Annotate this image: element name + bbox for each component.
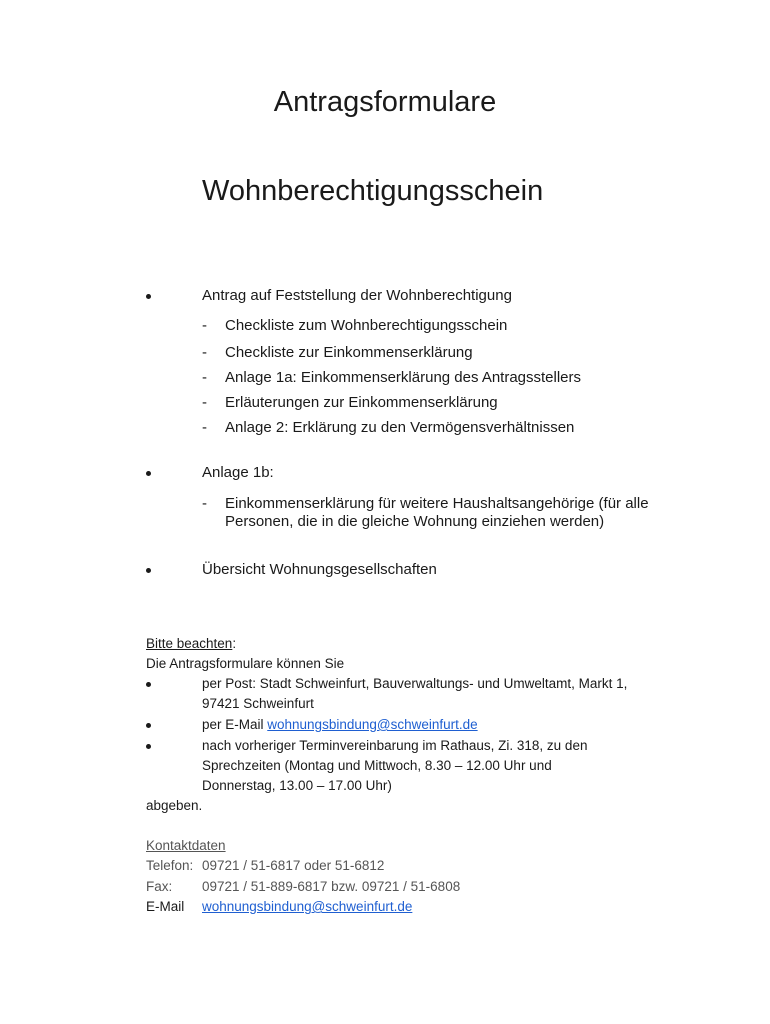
list-item[interactable]: Anlage 2: Erklärung zu den Vermögensverhältnissen (225, 419, 575, 436)
notice-heading (146, 634, 236, 654)
contact-phone-value: 09721 / 51-6817 oder 51-6812 (202, 858, 385, 873)
notice-appointment-line3: Donnerstag, 13.00 – 17.00 Uhr) (202, 778, 392, 793)
contact-fax-label: Fax: (146, 879, 173, 894)
list-item-continuation[interactable]: Personen, die in die gleiche Wohnung einziehen werden) (225, 513, 605, 530)
bullet-icon (146, 744, 151, 749)
notice-intro: Die Antragsformulare können Sie (146, 656, 345, 671)
notice-post-line1: per Post: Stadt Schweinfurt, Bauverwaltungs- und Umweltamt, Markt 1, (202, 676, 628, 691)
dash-marker: - (202, 317, 207, 334)
notice-email-line (202, 715, 478, 735)
section-label: Anlage 1b: (202, 464, 274, 481)
dash-marker: - (202, 495, 207, 512)
bullet-icon (146, 723, 151, 728)
dash-marker: - (202, 344, 207, 361)
page-subtitle: Wohnberechtigungsschein (202, 175, 544, 207)
notice-heading-text: Bitte beachten (146, 636, 233, 651)
list-item[interactable]: Anlage 1a: Einkommenserklärung des Antragsstellers (225, 369, 582, 386)
bullet-icon (146, 568, 151, 573)
dash-marker: - (202, 419, 207, 436)
list-item[interactable]: Einkommenserklärung für weitere Haushaltsangehörige (für alle (225, 495, 649, 512)
notice-post-line2: 97421 Schweinfurt (202, 696, 314, 711)
contact-email-link[interactable]: wohnungsbindung@schweinfurt.de (202, 899, 413, 914)
contact-heading: Kontaktdaten (146, 838, 226, 853)
dash-marker: - (202, 369, 207, 386)
contact-fax-value: 09721 / 51-889-6817 bzw. 09721 / 51-6808 (202, 879, 461, 894)
list-item[interactable]: Checkliste zum Wohnberechtigungsschein (225, 317, 508, 334)
list-item[interactable]: Checkliste zur Einkommenserklärung (225, 344, 473, 361)
list-item[interactable]: Erläuterungen zur Einkommenserklärung (225, 394, 498, 411)
page-title: Antragsformulare (273, 86, 497, 118)
notice-email-link[interactable]: wohnungsbindung@schweinfurt.de (267, 717, 478, 732)
section-label[interactable]: Übersicht Wohnungsgesellschaften (202, 561, 437, 578)
notice-appointment-line1: nach vorheriger Terminvereinbarung im Rathaus, Zi. 318, zu den (202, 738, 588, 753)
contact-phone-label: Telefon: (146, 858, 194, 873)
contact-email-label: E-Mail (146, 899, 185, 914)
bullet-icon (146, 471, 151, 476)
notice-email-prefix: per E-Mail (202, 717, 268, 732)
notice-outro: abgeben. (146, 798, 203, 813)
dash-marker: - (202, 394, 207, 411)
section-label: Antrag auf Feststellung der Wohnberechtigung (202, 287, 512, 304)
bullet-icon (146, 682, 151, 687)
notice-heading-colon: : (232, 636, 237, 651)
notice-appointment-line2: Sprechzeiten (Montag und Mittwoch, 8.30 – 12.00 Uhr und (202, 758, 552, 773)
bullet-icon (146, 294, 151, 299)
